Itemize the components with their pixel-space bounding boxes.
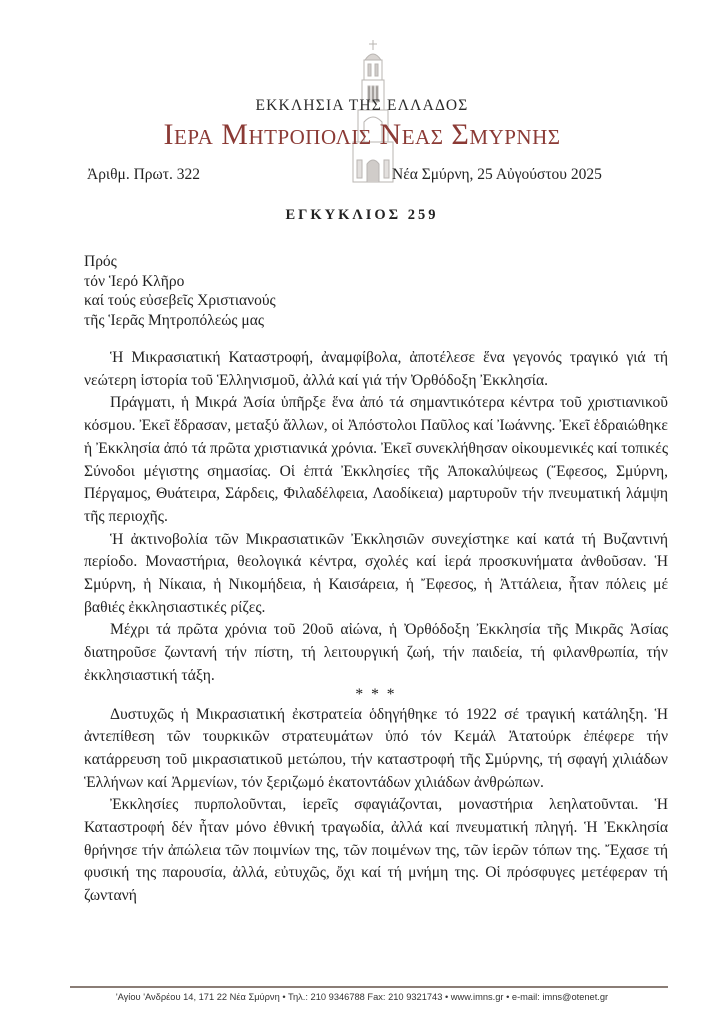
addressee-block <box>84 252 276 330</box>
body-paragraph: Ἡ ἀκτινοβολία τῶν Μικρασιατικῶν Ἐκκλησιῶν συνεχίστηκε καί κατά τή Βυζαντινή περίοδο. Μοναστήρια, θεολογικά κέντρα, σχολές καί ἱερά προσκυνήματα ἀνθοῦσαν. Ἡ Σμύρνη, ἡ Νίκαια, ἡ Νικομήδεια, ἡ Καισάρεια, ἡ Ἔφεσος, ἡ Ἀττάλεια, ἦταν πόλεις μέ βαθιές ἐκκλησιαστικές ρίζες. <box>84 530 668 616</box>
document-date: Νέα Σμύρνη, 25 Αὐγούστου 2025 <box>392 166 602 183</box>
footer-contact: 'Αγίου 'Ανδρέου 14, 171 22 Νέα Σμύρνη • Τηλ.: 210 9346788 Fax: 210 9321743 • www.imns.gr • e-mail: imns@otenet.gr <box>115 992 609 1002</box>
church-name: ΕΚΚΛΗΣΙΑ ΤΗΣ ΕΛΛΑΔΟΣ <box>255 97 469 114</box>
body-paragraph: Δυστυχῶς ἡ Μικρασιατική ἐκστρατεία ὁδηγήθηκε τό 1922 σέ τραγική κατάληξη. Ἡ ἀντεπίθεση τῶν τουρκικῶν στρατευμάτων ὑπό τόν Κεμάλ Ἀτατούρκ ἐπέφερε τήν κατάρρευση τοῦ μικρασιατικοῦ μετώπου, τήν καταστροφή τῆς Σμύρνης, τή σφαγή χιλιάδων Ἑλλήνων καί Ἀρμενίων, τόν ξεριζωμό ἑκατοντάδων χιλιάδων ἀνθρώπων. <box>84 705 668 791</box>
addressee-line: Πρός <box>84 253 117 270</box>
addressee-line: καί τούς εὐσεβεῖς Χριστιανούς <box>84 292 276 310</box>
body-paragraph: Ἡ Μικρασιατική Καταστροφή, ἀναμφίβολα, ἀποτέλεσε ἕνα γεγονός τραγικό γιά τή νεώτερη ἱστορία τοῦ Ἑλληνισμοῦ, ἀλλά καί γιά τήν Ὀρθόδοξη Ἐκκλησία. <box>84 349 668 389</box>
encyclical-title: ΕΓΚΥΚΛΙΟΣ 259 <box>285 207 439 223</box>
addressee-line: τῆς Ἱερᾶς Μητροπόλεώς μας <box>84 311 264 329</box>
metropolis-name: Ιερα Μητροπολις Νεας Σμυρνης <box>163 118 561 151</box>
addressee-line: τόν Ἱερό Κλῆρο <box>84 272 185 290</box>
body-paragraph: Ἐκκλησίες πυρπολοῦνται, ἱερεῖς σφαγιάζονται, μοναστήρια λεηλατοῦνται. Ἡ Καταστροφή δέν ἦταν μόνο ἐθνική τραγωδία, ἀλλά καί πνευματική πληγή. Ἡ Ἐκκλησία θρήνησε τήν ἀπώλεια τῶν ποιμνίων της, τῶν ποιμένων της, τῶν ἱερῶν τόπων της. Ἔχασε τή φυσική της παρουσία, ἀλλά, εὐτυχῶς, ὄχι καί τή μνήμη της. Οἱ πρόσφυγες μετέφεραν τή ζωντανή <box>84 796 668 905</box>
body-paragraph: Πράγματι, ἡ Μικρά Ἀσία ὑπῆρξε ἕνα ἀπό τά σημαντικότερα κέντρα τοῦ χριστιανικοῦ κόσμου. Ἐκεῖ ἔδρασαν, μεταξύ ἄλλων, οἱ Ἀπόστολοι Παῦλος καί Ἰωάννης. Ἐκεῖ ἑδραιώθηκε ἡ Ἐκκλησία ἀπό τά πρῶτα χριστιανικά χρόνια. Ἐκεῖ συνεκλήθησαν οἰκουμενικές καί τοπικές Σύνοδοι μέγιστης σημασίας. Οἱ ἑπτά Ἐκκλησίες τῆς Ἀποκαλύψεως (Ἔφεσος, Σμύρνη, Πέργαμος, Θυάτειρα, Σάρδεις, Φιλαδέλφεια, Λαοδίκεια) μαρτυροῦν τήν πνευματική λάμψη τῆς περιοχῆς. <box>84 394 668 525</box>
footer-divider <box>70 986 668 988</box>
protocol-number: Ἀριθμ. Πρωτ. 322 <box>87 166 200 183</box>
body-paragraph: Μέχρι τά πρῶτα χρόνια τοῦ 20οῦ αἰώνα, ἡ Ὀρθόδοξη Ἐκκλησία τῆς Μικρᾶς Ἀσίας διατηροῦσε ζωντανή τήν πίστη, τή λειτουργική ζωή, τήν παιδεία, τή φιλανθρωπία, τήν ἐκκλησιαστική τάξη. <box>84 621 668 684</box>
letter-body <box>84 347 668 908</box>
section-separator: * * * <box>355 685 397 703</box>
